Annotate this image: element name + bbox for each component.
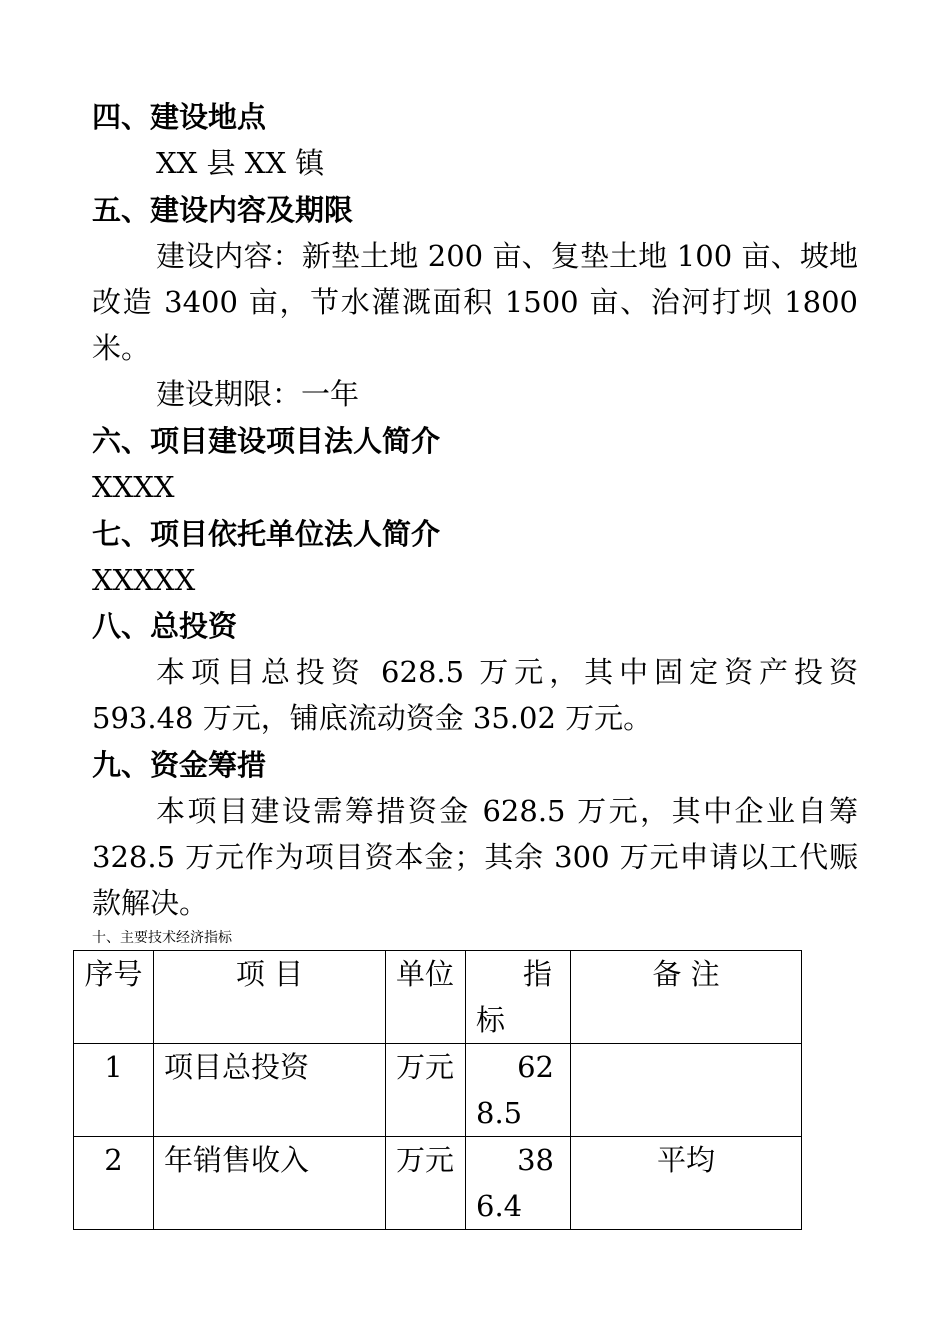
section-5-heading: 五、建设内容及期限: [92, 193, 354, 227]
section-8-body: 本项目总投资 628.5 万元，其中固定资产投资 593.48 万元，铺底流动资金 35.02 万元。: [92, 655, 858, 735]
row-2-note: 平均: [571, 1137, 802, 1230]
table-row: [74, 1137, 802, 1230]
row-1-value-line1: 62: [517, 1050, 554, 1084]
section-6-heading: 六、项目建设项目法人简介: [92, 424, 441, 458]
row-2-value-line1: 38: [517, 1143, 554, 1177]
header-unit: 单位: [386, 951, 466, 1044]
header-value-line2: 标: [476, 1003, 506, 1037]
header-note: 备 注: [571, 951, 802, 1044]
table-header-row: [74, 951, 802, 1044]
indicators-table: [73, 950, 802, 1230]
row-1-note: [571, 1044, 802, 1137]
row-1-value: [466, 1044, 571, 1137]
row-1-item: 项目总投资: [154, 1044, 386, 1137]
section-5-period: 建设期限：一年: [156, 377, 360, 411]
header-value: [466, 951, 571, 1044]
section-8-heading: 八、总投资: [92, 609, 238, 643]
section-9-body: 本项目建设需筹措资金 628.5 万元，其中企业自筹 328.5 万元作为项目资本金；其余 300 万元申请以工代赈款解决。: [92, 794, 858, 920]
row-2-unit: 万元: [386, 1137, 466, 1230]
row-2-no: 2: [74, 1137, 154, 1230]
row-1-unit: 万元: [386, 1044, 466, 1137]
table-caption: 十、主要技术经济指标: [92, 930, 232, 946]
header-item: 项 目: [154, 951, 386, 1044]
section-6-body: XXXX: [92, 470, 175, 504]
row-2-value: [466, 1137, 571, 1230]
header-value-line1: 指: [522, 957, 552, 991]
section-7-heading: 七、项目依托单位法人简介: [92, 517, 441, 551]
section-7-body: XXXXX: [92, 563, 196, 597]
row-2-item: 年销售收入: [154, 1137, 386, 1230]
row-1-no: 1: [74, 1044, 154, 1137]
section-9-heading: 九、资金筹措: [92, 748, 267, 782]
table-row: [74, 1044, 802, 1137]
row-1-value-line2: 8.5: [476, 1096, 523, 1130]
section-4-body: XX 县 XX 镇: [156, 146, 325, 180]
header-no: 序号: [74, 951, 154, 1044]
row-2-value-line2: 6.4: [476, 1189, 523, 1223]
section-5-content: 建设内容：新垫土地 200 亩、复垫土地 100 亩、坡地改造 3400 亩，节水灌溉面积 1500 亩、治河打坝 1800 米。: [92, 239, 858, 365]
section-4-heading: 四、建设地点: [92, 100, 267, 134]
